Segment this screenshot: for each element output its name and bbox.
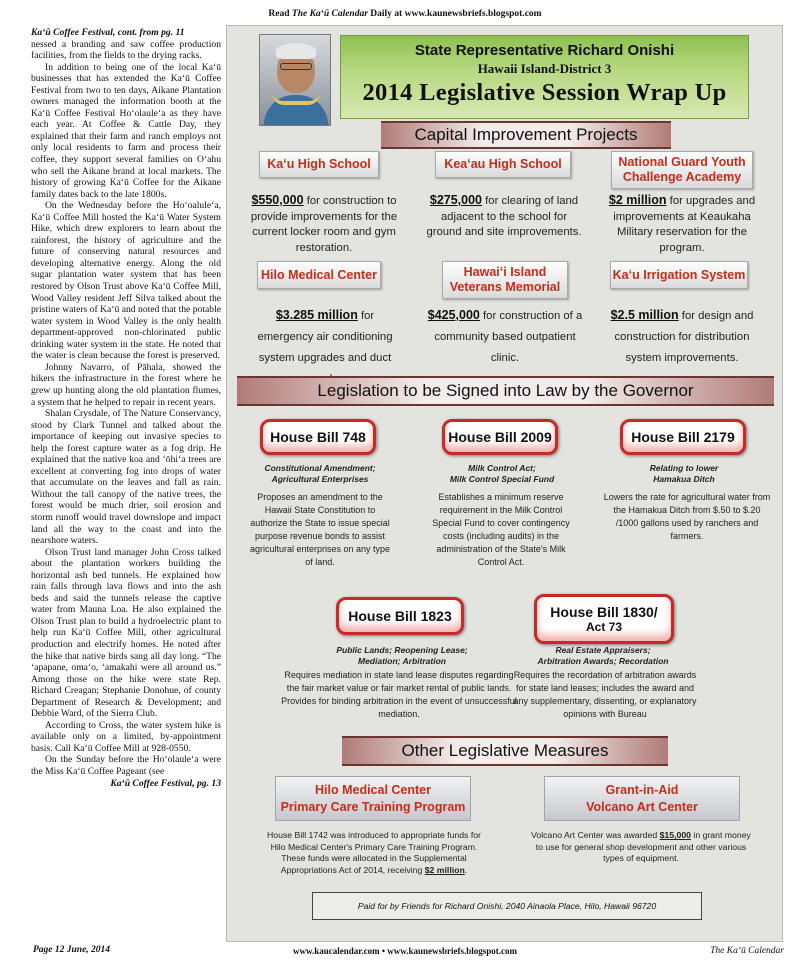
article-paragraph: On the Sunday before the Hoʻolauleʻa were the Miss Kaʻū Coffee Pageant (see xyxy=(31,754,221,777)
bill-1830-description: Requires the recordation of arbitration awards for state land leases; includes the award and any supplementary, dissenting, or explanatory opinions with Bureau xyxy=(513,670,697,719)
cip-desc-kau-irrigation: $2.5 million for design and construction for distribution system improvements. xyxy=(610,308,754,364)
page-title: 2014 Legislative Session Wrap Up xyxy=(362,79,727,106)
section-header-legislation: Legislation to be Signed into Law by the Governor xyxy=(237,376,774,406)
other-desc-volcano-art: Volcano Art Center was awarded $15,000 in grant money to use for general shop development and other various types of equipment. xyxy=(531,830,751,863)
bill-1823-title: House Bill 1823 xyxy=(336,597,464,635)
page-number: Page 12 June, 2014 xyxy=(33,945,111,955)
bill-2179-subject: Relating to lower Hamakua Ditch xyxy=(649,463,719,484)
bill-1830-title: House Bill 1830/ Act 73 xyxy=(534,594,674,644)
article-paragraph: In addition to being one of the local Kaʻū businesses that has extended the Kaʻū Coffee Festival from two to ten days, Aikane Plantation owners managed the information booth at the Kaʻū Coffee Festival Hoʻolauleʻa as they have each year. At Coffee & Cattle Day, they explained that their farm and ranch employs not only local residents to farm and process their coffee, they support several families on Oʻahu who sell the Aikane brand at local markets. The history of growing Kaʻū Coffee for the Aikane family dates back to the late 1800s. xyxy=(31,61,221,200)
bill-2179-description: Lowers the rate for agricultural water from the Hamakua Ditch from $.50 to $.20 /1000 gallons used by ranchers and farmers. xyxy=(603,492,771,541)
bill-2179-title: House Bill 2179 xyxy=(620,419,746,455)
masthead-promo xyxy=(0,9,810,19)
bill-2009-title: House Bill 2009 xyxy=(442,419,558,455)
bill-748-title: House Bill 748 xyxy=(260,419,376,455)
article-paragraph: Shalan Crysdale, of The Nature Conservancy, stood by Clark Tunnel and talked about the importance of keeping out invasive species to help the forest capture water as a fog drip. He explained that the native koa and ʻōhiʻa trees are excellent at converting fog into drops of water that accumulate on the leaves and fall as rain. Without the tall canopy of the native trees, the forest would be much drier, soil erosion and storm runoff would travel downslope and impact land all the way to the coast and into the nearshore waters. xyxy=(31,408,221,547)
bill-748-description: Proposes an amendment to the Hawaii State Constitution to authorize the State to issue special purpose revenue bonds to assist agricultural enterprises on any type of land. xyxy=(249,492,391,567)
continued-to: Kaʻū Coffee Festival, pg. 13 xyxy=(110,777,221,789)
cip-label-kau-high: Kaʻu High School xyxy=(259,151,379,178)
article-column xyxy=(31,27,221,943)
cip-label-keaau-high: Keaʻau High School xyxy=(435,151,571,178)
footer-paper-name: The Kaʻū Calendar xyxy=(710,946,784,956)
cip-label-national-guard: National Guard Youth Challenge Academy xyxy=(611,151,753,189)
legislative-wrapup-panel xyxy=(226,25,783,942)
footer-websites: www.kaucalendar.com • www.kaunewsbriefs.blogspot.com xyxy=(292,946,518,956)
header-suffix: Daily at www.kaunewsbriefs.blogspot.com xyxy=(370,9,542,19)
other-label-hilo-primary-care: Hilo Medical Center Primary Care Training Program xyxy=(275,776,471,821)
other-label-volcano-art: Grant-in-Aid Volcano Art Center xyxy=(544,776,740,821)
cip-desc-national-guard: $2 million for upgrades and improvements at Keaukaha Military reservation for the program. xyxy=(608,193,756,254)
article-paragraph: Johnny Navarro, of Pāhala, showed the hikers the infrastructure in the forest where he grew up hunting along the old plantation flumes, a system that he helped to repair in recent years. xyxy=(31,361,221,408)
cip-label-veterans-memorial: Hawaiʻi Island Veterans Memorial xyxy=(442,261,568,299)
other-desc-hilo-primary-care: House Bill 1742 was introduced to appropriate funds for Hilo Medical Center's Primary Care Training Program. These funds were allocated in the Supplemental Appropriations Act of 2014, receiving $2 million. xyxy=(267,830,481,875)
article-paragraph: Olson Trust land manager John Cross talked about the plantation workers building the horizontal ash bed tunnels. He explained how rain falls through lava flows and into the ash beds and said the tunnels release the captive water from Mauna Loa. He also explained the Olson Trust plan to build a hydroelectric plant to help run Kaʻū Coffee Mill, other agricultural production and electrify homes. He noted after the hike that native birds sang all day long. “The ʻapapane, omaʻo, ʻamakahi were all around us.” Among those on the hike were state Rep. Richard Creagan; Stephanie Donohue, of county Department of Research & Development; and Debbie Ward, of the Sierra Club. xyxy=(31,546,221,720)
cip-desc-veterans-memorial: $425,000 for construction of a community based outpatient clinic. xyxy=(427,308,583,364)
bill-1823-description: Requires mediation in state land lease disputes regarding the fair market value or fair market rental of public lands. Provides for binding arbitration in the event of unsuccessful mediation. xyxy=(281,670,517,719)
title-banner xyxy=(340,35,749,119)
paid-for-notice: Paid for by Friends for Richard Onishi, 2040 Ainaola Place, Hilo, Hawaii 96720 xyxy=(312,892,702,920)
bill-2009-subject: Milk Control Act; Milk Control Special Fund xyxy=(449,463,555,484)
section-header-other: Other Legislative Measures xyxy=(342,736,668,766)
representative-name: State Representative Richard Onishi xyxy=(414,42,675,59)
header-paper: The Kaʻū Calendar xyxy=(291,9,368,19)
bill-1830-subject: Real Estate Appraisers; Arbitration Awards; Recordation xyxy=(537,645,669,666)
bill-1823-subject: Public Lands; Reopening Lease; Mediation; Arbitration xyxy=(336,645,468,666)
cip-label-kau-irrigation: Kaʻu Irrigation System xyxy=(610,261,748,289)
cip-desc-hilo-medical: $3.285 million for emergency air conditioning system upgrades and duct xyxy=(257,308,393,364)
article-paragraph: nessed a branding and saw coffee production facilities, from the fields to the drying racks. xyxy=(31,38,221,62)
bill-748-subject: Constitutional Amendment; Agricultural Enterprises xyxy=(264,463,376,484)
representative-photo xyxy=(259,34,331,126)
bill-2009-description: Establishes a minimum reserve requirement in the Milk Control Special Fund to cover contingency costs (including audits) in the administration of the State's Milk Control Act. xyxy=(432,492,570,567)
cip-label-hilo-medical: Hilo Medical Center xyxy=(257,261,381,289)
cip-desc-kau-high: $550,000 for construction to provide improvements for the current locker room and gym restoration. xyxy=(250,193,398,254)
continued-from: Kaʻū Coffee Festival, cont. from pg. 11 xyxy=(31,27,185,38)
header-prefix: Read xyxy=(268,9,290,19)
section-header-cip: Capital Improvement Projects xyxy=(381,121,671,149)
article-paragraph: On the Wednesday before the Hoʻoaluleʻa, Kaʻū Coffee Mill hosted the Kaʻū Water System Hike, which drew explorers to learn about the rainforest, the history of agriculture and the future of conserving natural resources and developing alternative energy. Along the old sugar plantation water system that has been restored by Olson Trust above Kaʻū Coffee Mill, Wood Valley resident Jeff Silva talked about the pristine waters of Kaʻū and noted that the potable water system in Wood Valley is the only health department-approved non-chlorinated public drinking water system in the state. He noted that the water is clean because the forest is preserved. xyxy=(31,200,221,362)
district-name: Hawaii Island-District 3 xyxy=(477,61,612,76)
article-paragraph: According to Cross, the water system hike is available only on a limited, by-appointment basis. Call Kaʻū Coffee Mill at 928-0550. xyxy=(31,719,221,754)
cip-desc-keaau-high: $275,000 for clearing of land adjacent to the school for ground and site improvements. xyxy=(426,193,582,238)
